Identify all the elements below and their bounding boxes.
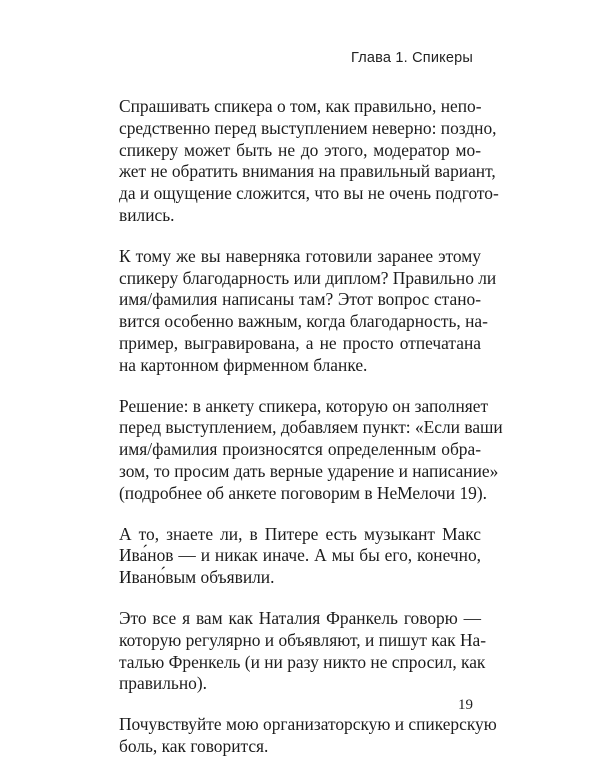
paragraph-3 [119,395,503,505]
text-line: имя/фамилия написаны там? Этот вопрос стано- [119,289,481,310]
text-line: жет не обратить внимания на правильный вариант, [119,161,496,182]
paragraph-5 [119,607,487,695]
paragraph-1 [119,96,499,227]
text-line: перед выступлением, добавляем пункт: «Если ваши [119,417,503,438]
text-line: правильно). [119,673,207,694]
text-line: талью Френкель (и ни разу никто не спросил, как [119,651,486,672]
running-head: Глава 1. Спикеры [351,50,473,66]
body-text [119,96,503,777]
paragraph-6 [119,714,497,758]
text-line: зом, то просим дать верные ударение и написание» [119,460,499,481]
text-line: Спрашивать спикера о том, как правильно, непо- [119,96,482,116]
text-line: (подробнее об анкете поговорим в НеМелочи 19). [119,482,487,503]
text-line: вились. [119,204,175,225]
text-line: Ива́нов — и никак иначе. А мы бы его, конечно, [119,545,481,566]
text-line: пример, выгравирована, а не просто отпечатана [119,332,481,353]
text-line: средственно перед выступлением неверно: поздно, [119,117,497,138]
text-line: Ивано́вым объявили. [119,567,275,588]
paragraph-4 [119,524,481,589]
text-line: Решение: в анкету спикера, которую он заполняет [119,395,489,416]
text-line: спикеру благодарность или диплом? Правильно ли [119,267,497,288]
text-line: на картонном фирменном бланке. [119,354,368,375]
text-line: да и ощущение сложится, что вы не очень подгото- [119,183,499,204]
text-line: вится особенно важным, когда благодарность, на- [119,311,488,332]
text-line: которую регулярно и объявляют, и пишут как На- [119,629,487,650]
text-line: А то, знаете ли, в Питере есть музыкант Макс [119,523,481,544]
text-line: имя/фамилия произносятся определенным обра- [119,439,481,460]
page-number: 19 [458,697,473,713]
text-line: Почувствуйте мою организаторскую и спикерскую [119,714,497,735]
text-line: боль, как говорится. [119,735,269,756]
text-line: К тому же вы наверняка готовили заранее этому [119,245,481,266]
text-line: Это все я вам как Наталия Франкель говорю — [119,607,481,628]
paragraph-2 [119,245,497,377]
text-line: спикеру может быть не до этого, модератор мо- [119,139,481,160]
